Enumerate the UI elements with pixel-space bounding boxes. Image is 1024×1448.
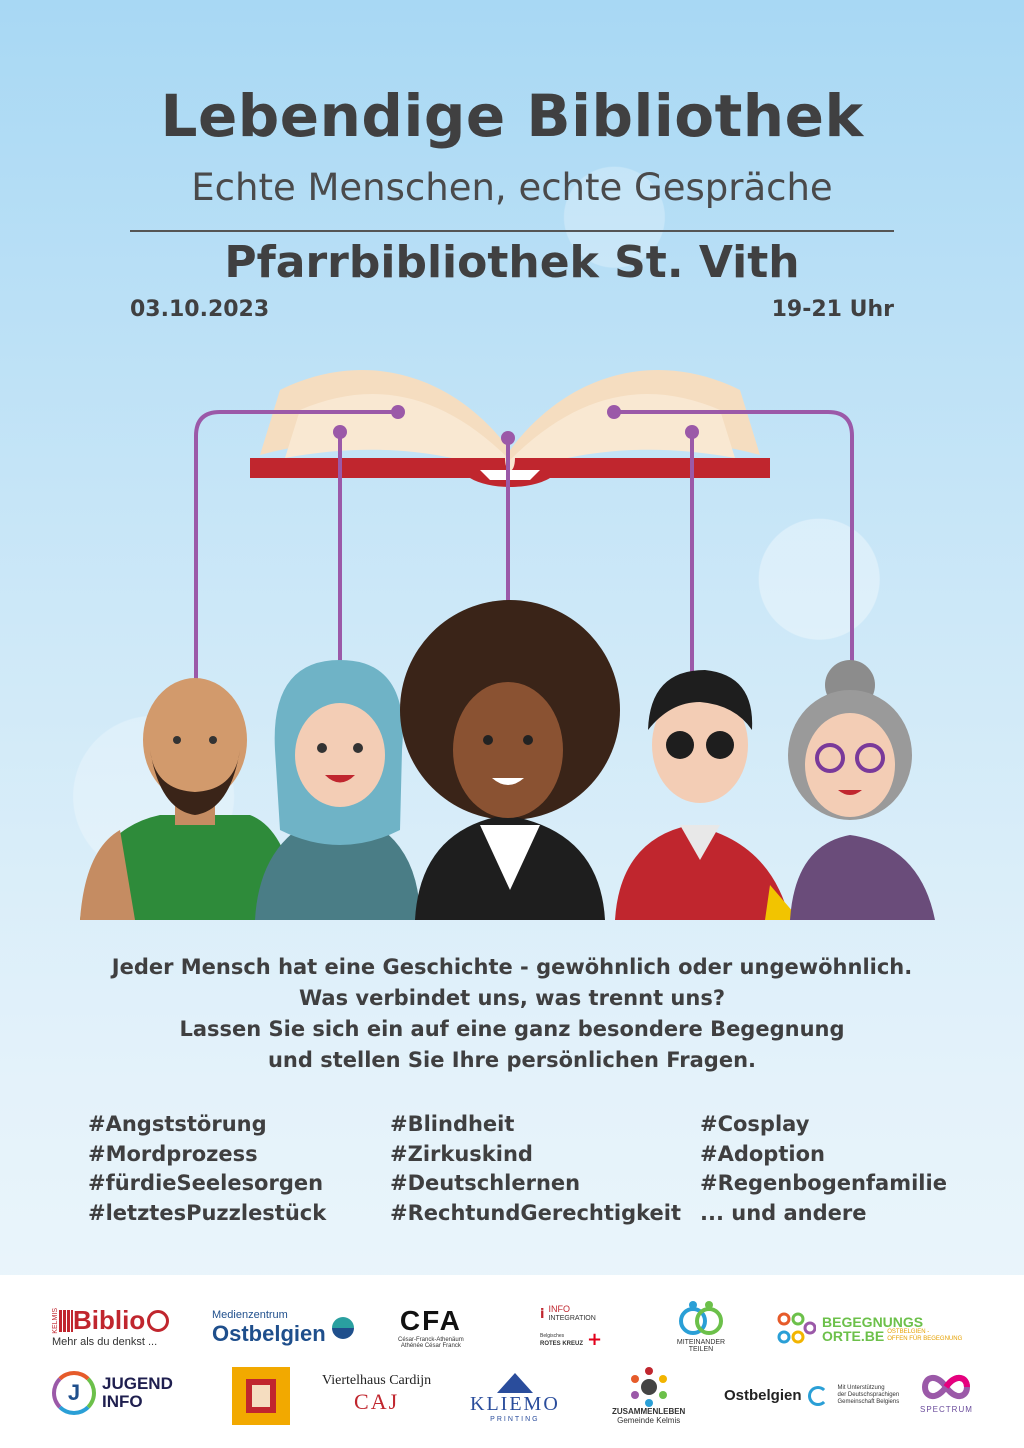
spectrum-name: SPECTRUM: [920, 1405, 973, 1414]
page-subtitle: Echte Menschen, echte Gespräche: [191, 166, 833, 209]
zusammenleben-logo: [612, 1367, 685, 1425]
kliemo-sub: PRINTING: [490, 1416, 540, 1423]
mountain-icon: [497, 1373, 533, 1393]
info-person-icon: i: [540, 1306, 545, 1322]
jugend-line2: INFO: [102, 1392, 143, 1411]
zusammen-line1: ZUSAMMENLEBEN: [612, 1407, 686, 1416]
globe-icon: [332, 1317, 354, 1339]
hashtag-column-2: [390, 1110, 681, 1228]
medienzentrum-top: Medienzentrum: [212, 1309, 288, 1321]
info-line3: Belgisches: [540, 1332, 565, 1339]
people-circle-icon: [627, 1367, 671, 1407]
ostbelgien-logo: [724, 1385, 899, 1406]
hashtag-column-3: [700, 1110, 947, 1228]
info-line2: INTEGRATION: [548, 1315, 596, 1322]
hashtag: #Adoption: [700, 1141, 825, 1166]
jugend-letter: J: [67, 1380, 81, 1405]
biblio-name: Biblio: [73, 1305, 146, 1335]
person-afro-woman: [400, 600, 620, 920]
hashtag-column-1: [88, 1110, 326, 1228]
ostbelgien-line2: der Deutschsprachigen: [837, 1392, 900, 1398]
event-date: 03.10.2023: [130, 297, 270, 322]
swirl-icon: [808, 1386, 828, 1406]
ostbelgien-line1: Mit Unterstützung: [837, 1385, 885, 1391]
viertelhaus-line1: Viertelhaus Cardijn: [322, 1373, 432, 1388]
hashtag: #Angststörung: [88, 1112, 267, 1136]
cfa-logo: [398, 1305, 464, 1349]
intro-text: [40, 952, 984, 1076]
infinity-icon: [921, 1369, 971, 1405]
biblio-tagline: Mehr als du denkst ...: [52, 1336, 158, 1348]
cfa-line2: Athénée César Franck: [400, 1343, 461, 1349]
cfa-line1: César-Franck-Athenäum: [398, 1337, 464, 1343]
medienzentrum-name: Ostbelgien: [212, 1321, 326, 1346]
cfa-name: CFA: [399, 1305, 462, 1336]
event-time: 19-21 Uhr: [771, 297, 894, 322]
zusammen-line2: Gemeinde Kelmis: [617, 1416, 681, 1425]
hashtag: #RechtundGerechtigkeit: [390, 1200, 682, 1225]
bookshelf-icon: [232, 1367, 290, 1425]
biblio-logo: [52, 1305, 169, 1348]
person-glasses-man: [615, 670, 800, 920]
venue-name: Pfarrbibliothek St. Vith: [224, 237, 800, 288]
begegnung-line4: OFFEN FÜR BEGEGNUNG: [887, 1336, 963, 1342]
kliemo-name: KLIEMO: [470, 1393, 560, 1415]
hashtag: #Regenbogenfamilie: [700, 1171, 947, 1195]
infinity-people-icon: [676, 1299, 726, 1339]
intro-line: und stellen Sie Ihre persönlichen Fragen.: [267, 1048, 756, 1072]
begegnung-line3: OSTBELGIEN -: [887, 1329, 930, 1335]
hashtag: #letztesPuzzlestück: [88, 1200, 327, 1225]
miteinander-line1: MITEINANDER: [676, 1339, 726, 1346]
hashtag: #Mordprozess: [88, 1141, 258, 1166]
hashtag: #fürdieSeelesorgen: [88, 1171, 324, 1195]
hashtag: #Blindheit: [390, 1112, 515, 1136]
miteinander-logo: [676, 1299, 726, 1353]
red-cross-icon: +: [587, 1329, 603, 1350]
ostbelgien-name: Ostbelgien: [724, 1387, 802, 1404]
books-icon: [59, 1310, 73, 1332]
info-integration-logo: [540, 1305, 602, 1350]
person-grandma: [788, 660, 935, 920]
intro-line: Was verbindet uns, was trennt uns?: [298, 986, 726, 1010]
medienzentrum-logo: [212, 1309, 354, 1347]
jugend-line1: JUGEND: [102, 1374, 173, 1393]
dots-icon: [776, 1311, 816, 1347]
books-box-logo: [232, 1367, 290, 1425]
hashtag: #Zirkuskind: [390, 1141, 533, 1166]
viertelhaus-line2: CAJ: [354, 1389, 400, 1414]
sponsor-footer: [0, 1275, 1024, 1448]
person-hijab-woman: [255, 660, 420, 920]
begegnungsorte-logo: [776, 1311, 962, 1347]
biblio-prefix: KELMIS: [52, 1307, 59, 1334]
j-circle-icon: [52, 1371, 96, 1415]
page-title: Lebendige Bibliothek: [160, 82, 864, 150]
hashtag: #Deutschlernen: [390, 1171, 581, 1195]
begegnung-line1: BEGEGNUNGS: [822, 1314, 924, 1330]
info-line4: ROTES KREUZ: [540, 1340, 584, 1347]
spectrum-logo: [920, 1369, 973, 1414]
begegnung-line2: ORTE.BE: [822, 1328, 885, 1344]
kliemo-logo: [470, 1373, 560, 1423]
gauge-icon: [147, 1310, 169, 1332]
people-book-illustration: [0, 330, 1024, 930]
title-divider: [130, 230, 894, 232]
ostbelgien-line3: Gemeinschaft Belgiens: [837, 1399, 900, 1405]
miteinander-line2: TEILEN: [688, 1346, 714, 1353]
intro-line: Jeder Mensch hat eine Geschichte - gewöhnlich oder ungewöhnlich.: [111, 955, 913, 979]
hashtag: #Cosplay: [700, 1112, 810, 1136]
info-line1: INFO: [548, 1304, 570, 1314]
viertelhaus-logo: [322, 1373, 431, 1415]
jugend-info-logo: [52, 1371, 173, 1415]
intro-line: Lassen Sie sich ein auf eine ganz besondere Begegnung: [179, 1017, 845, 1041]
hashtag: ... und andere: [700, 1200, 867, 1225]
